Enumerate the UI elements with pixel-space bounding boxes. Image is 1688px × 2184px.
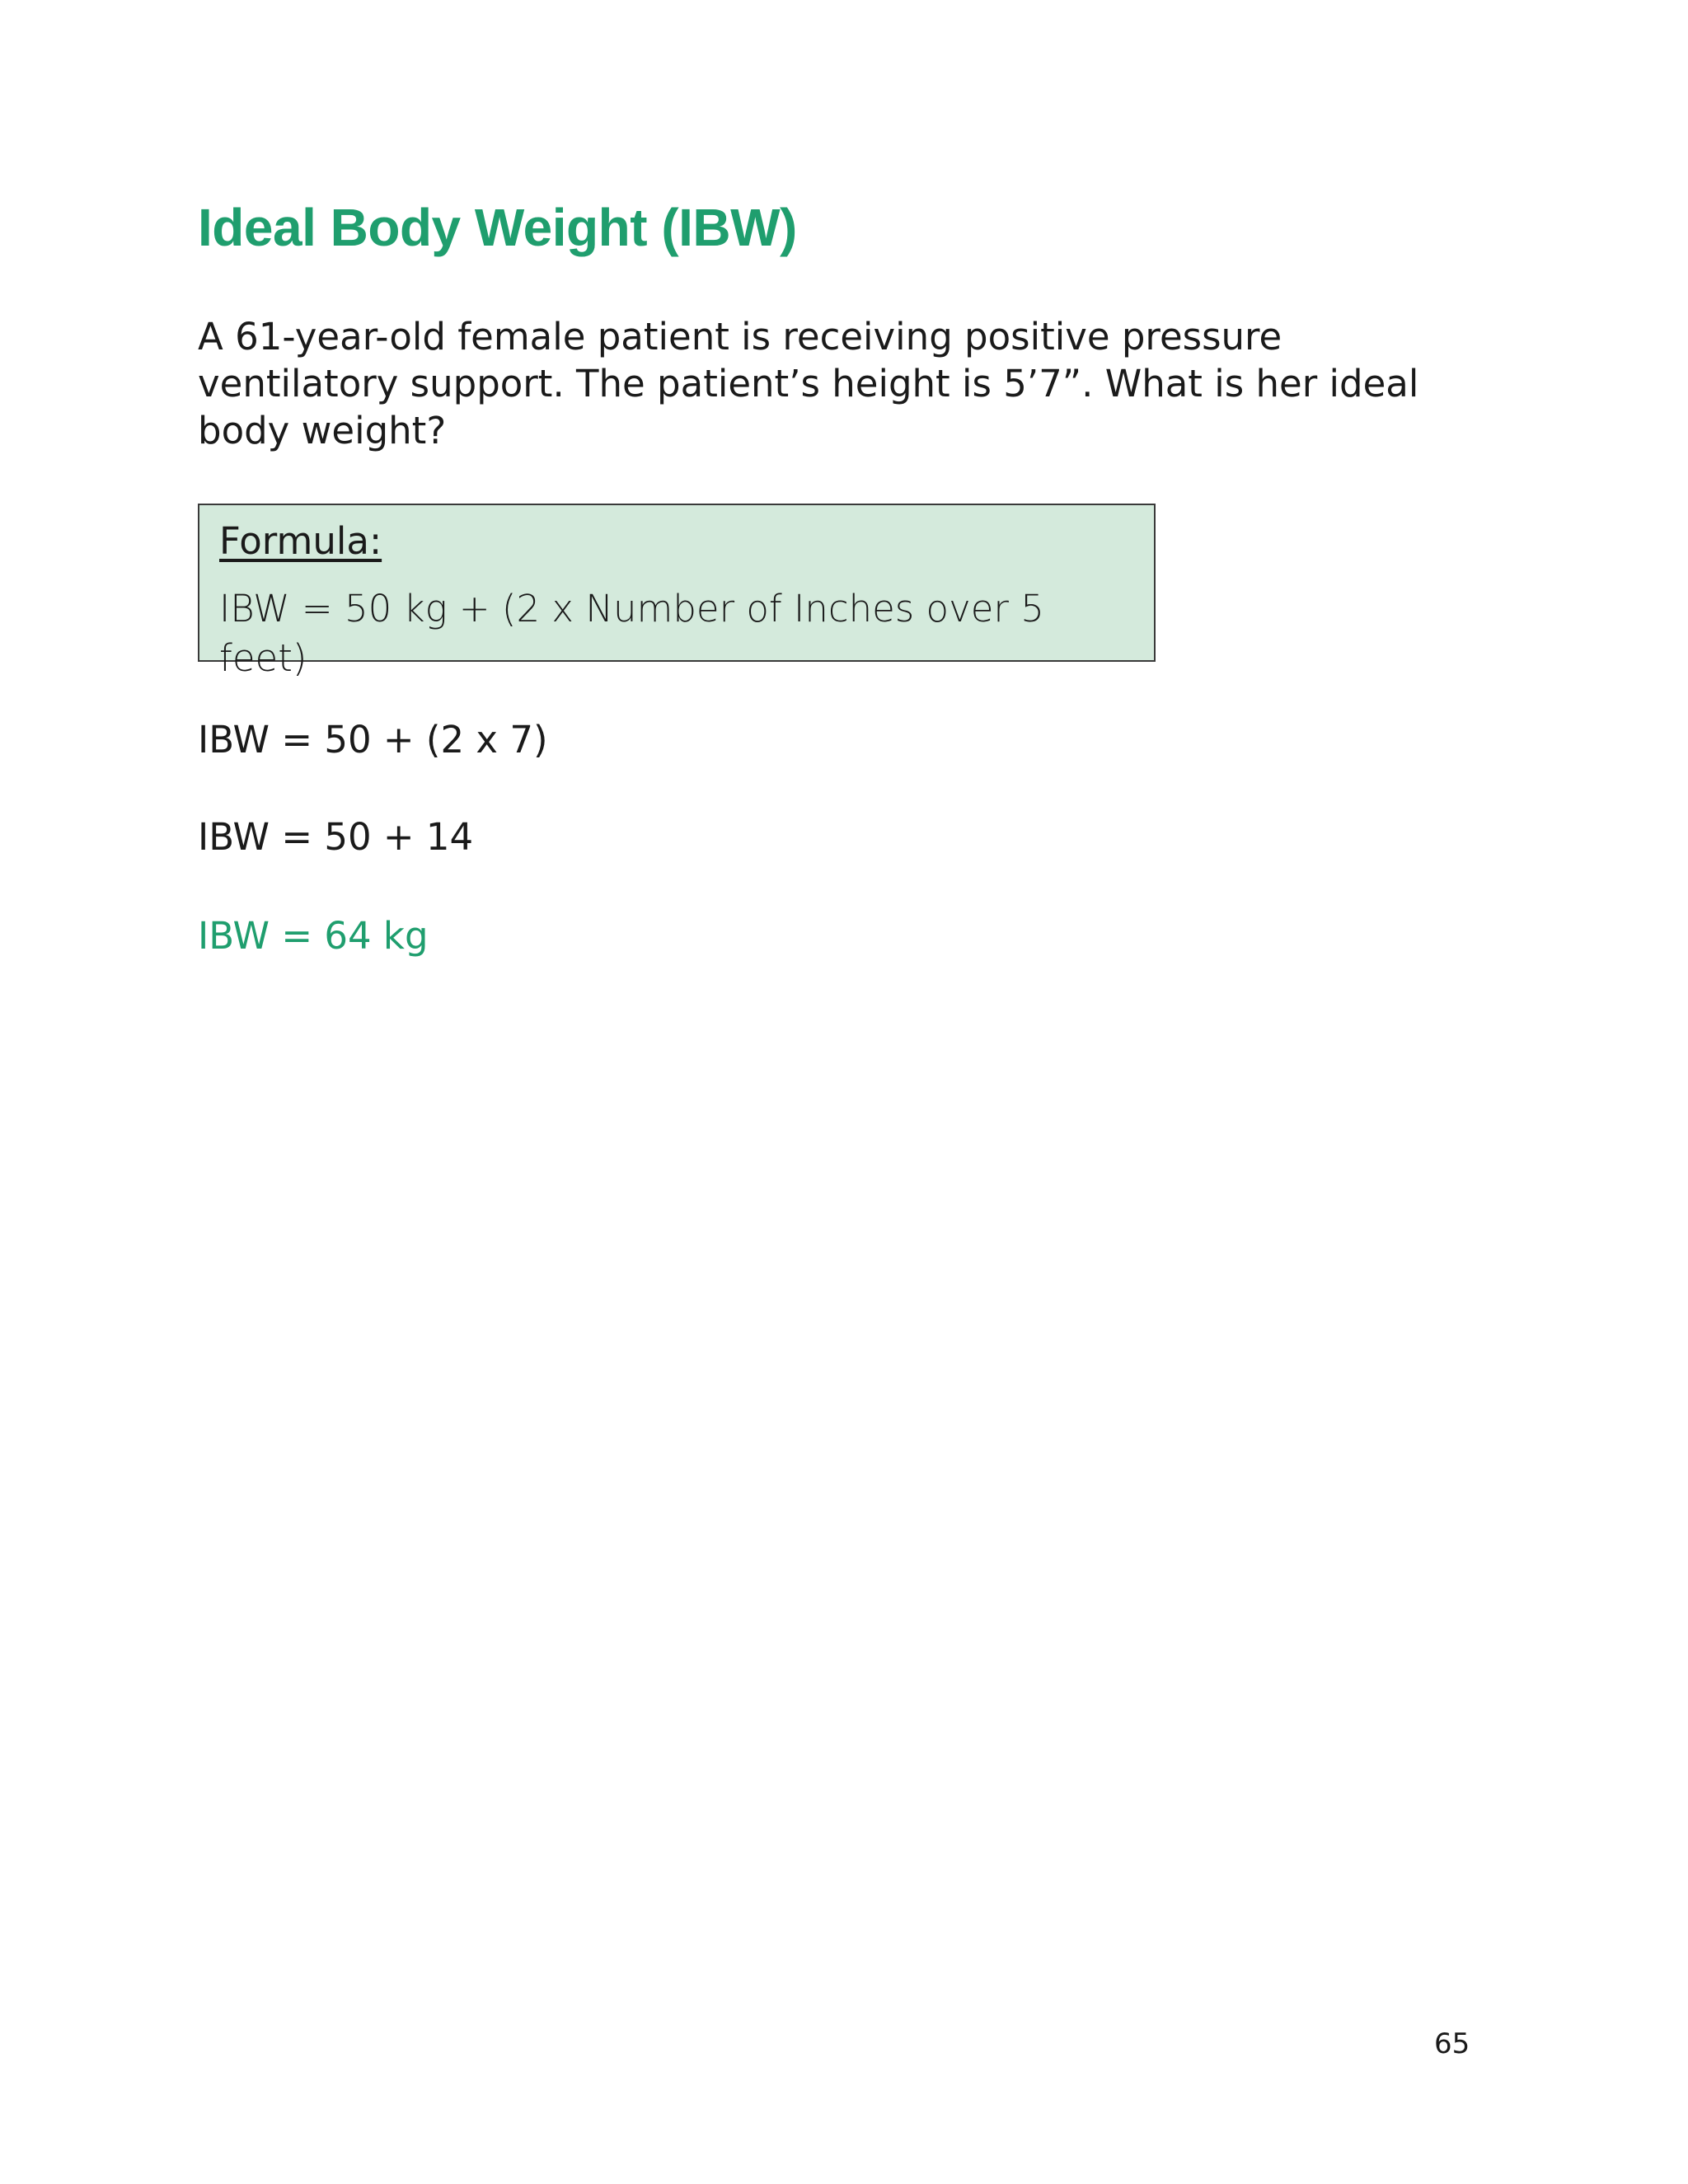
formula-text: IBW = 50 kg + (2 x Number of Inches over 5 feet)	[219, 587, 1044, 680]
calculation-step-1: IBW = 50 + (2 x 7)	[198, 718, 548, 762]
page-title: Ideal Body Weight (IBW)	[198, 198, 797, 257]
formula-heading: Formula:	[219, 519, 382, 563]
calculation-answer: IBW = 64 kg	[198, 914, 429, 958]
page-number: 65	[1434, 2027, 1470, 2060]
formula-box	[198, 504, 1156, 680]
calculation-step-2: IBW = 50 + 14	[198, 815, 474, 859]
question-text: A 61-year-old female patient is receiving positive pressure ventilatory support. The patient’s height is 5’7”. What is her ideal body weight?	[198, 315, 1419, 452]
